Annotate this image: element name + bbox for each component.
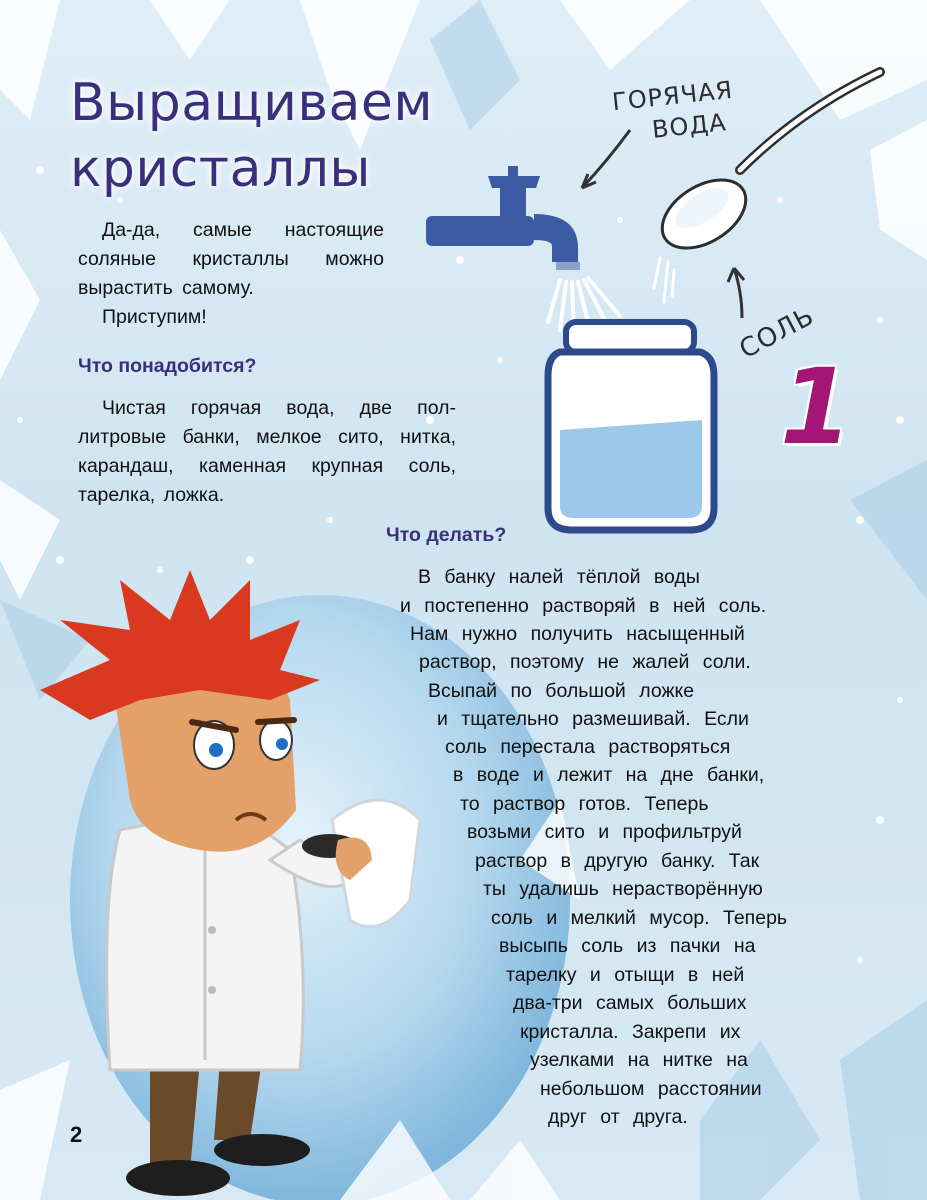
title-line-2: кристаллы bbox=[70, 139, 371, 199]
title-line-1: Выращиваем bbox=[70, 73, 434, 133]
steps-line: раствор в другую банку. Так bbox=[475, 850, 760, 872]
step-number: 1 bbox=[780, 346, 853, 468]
steps-line: в воде и лежит на дне банки, bbox=[453, 764, 765, 786]
steps-line: высыпь соль из пачки на bbox=[499, 935, 756, 957]
steps-line: то раствор готов. Теперь bbox=[460, 793, 709, 815]
steps-line: В банку налей тёплой воды bbox=[418, 566, 700, 588]
steps-line: кристалла. Закрепи их bbox=[520, 1021, 741, 1043]
needs-paragraph: Чистая горячая вода, две пол-литровые банки, мелкое сито, нитка, карандаш, каменная крупная соль, тарелка, ложка. bbox=[78, 397, 456, 506]
steps-line: узелками на нитке на bbox=[530, 1049, 748, 1071]
scientist-legs bbox=[150, 1060, 200, 1170]
steps-line: небольшом расстоянии bbox=[540, 1078, 762, 1100]
steps-line: соль перестала растворяться bbox=[445, 736, 731, 758]
steps-line: Всыпай по большой ложке bbox=[428, 680, 695, 702]
intro-paragraph-2: Приступим! bbox=[102, 306, 207, 328]
steps-line: тарелку и отыщи в ней bbox=[506, 964, 745, 986]
hot-water-label-2: ВОДА bbox=[650, 108, 728, 144]
steps-line: ты удалишь нерастворённую bbox=[483, 878, 763, 900]
steps-line: соль и мелкий мусор. Теперь bbox=[491, 907, 788, 929]
page-number: 2 bbox=[70, 1122, 83, 1147]
shoe-icon bbox=[126, 1160, 230, 1196]
steps-line: два-три самых больших bbox=[513, 992, 747, 1014]
needs-heading: Что понадобится? bbox=[78, 355, 257, 377]
steps-heading: Что делать? bbox=[386, 524, 507, 546]
steps-line: Нам нужно получить насыщенный bbox=[410, 623, 745, 645]
hot-water-label-1: ГОРЯЧАЯ bbox=[610, 75, 735, 117]
steps-line: друг от друга. bbox=[548, 1106, 688, 1128]
salt-label: СОЛЬ bbox=[734, 300, 820, 366]
steps-line: и постепенно растворяй в ней соль. bbox=[400, 595, 767, 617]
steps-line: и тщательно размешивай. Если bbox=[437, 708, 749, 730]
steps-line: возьми сито и профильтруй bbox=[467, 821, 742, 843]
intro-paragraph-1: Да-да, самые настоящие соляные кристаллы можно вырастить самому. bbox=[78, 219, 384, 299]
steps-line: раствор, поэтому не жалей соли. bbox=[419, 651, 751, 673]
